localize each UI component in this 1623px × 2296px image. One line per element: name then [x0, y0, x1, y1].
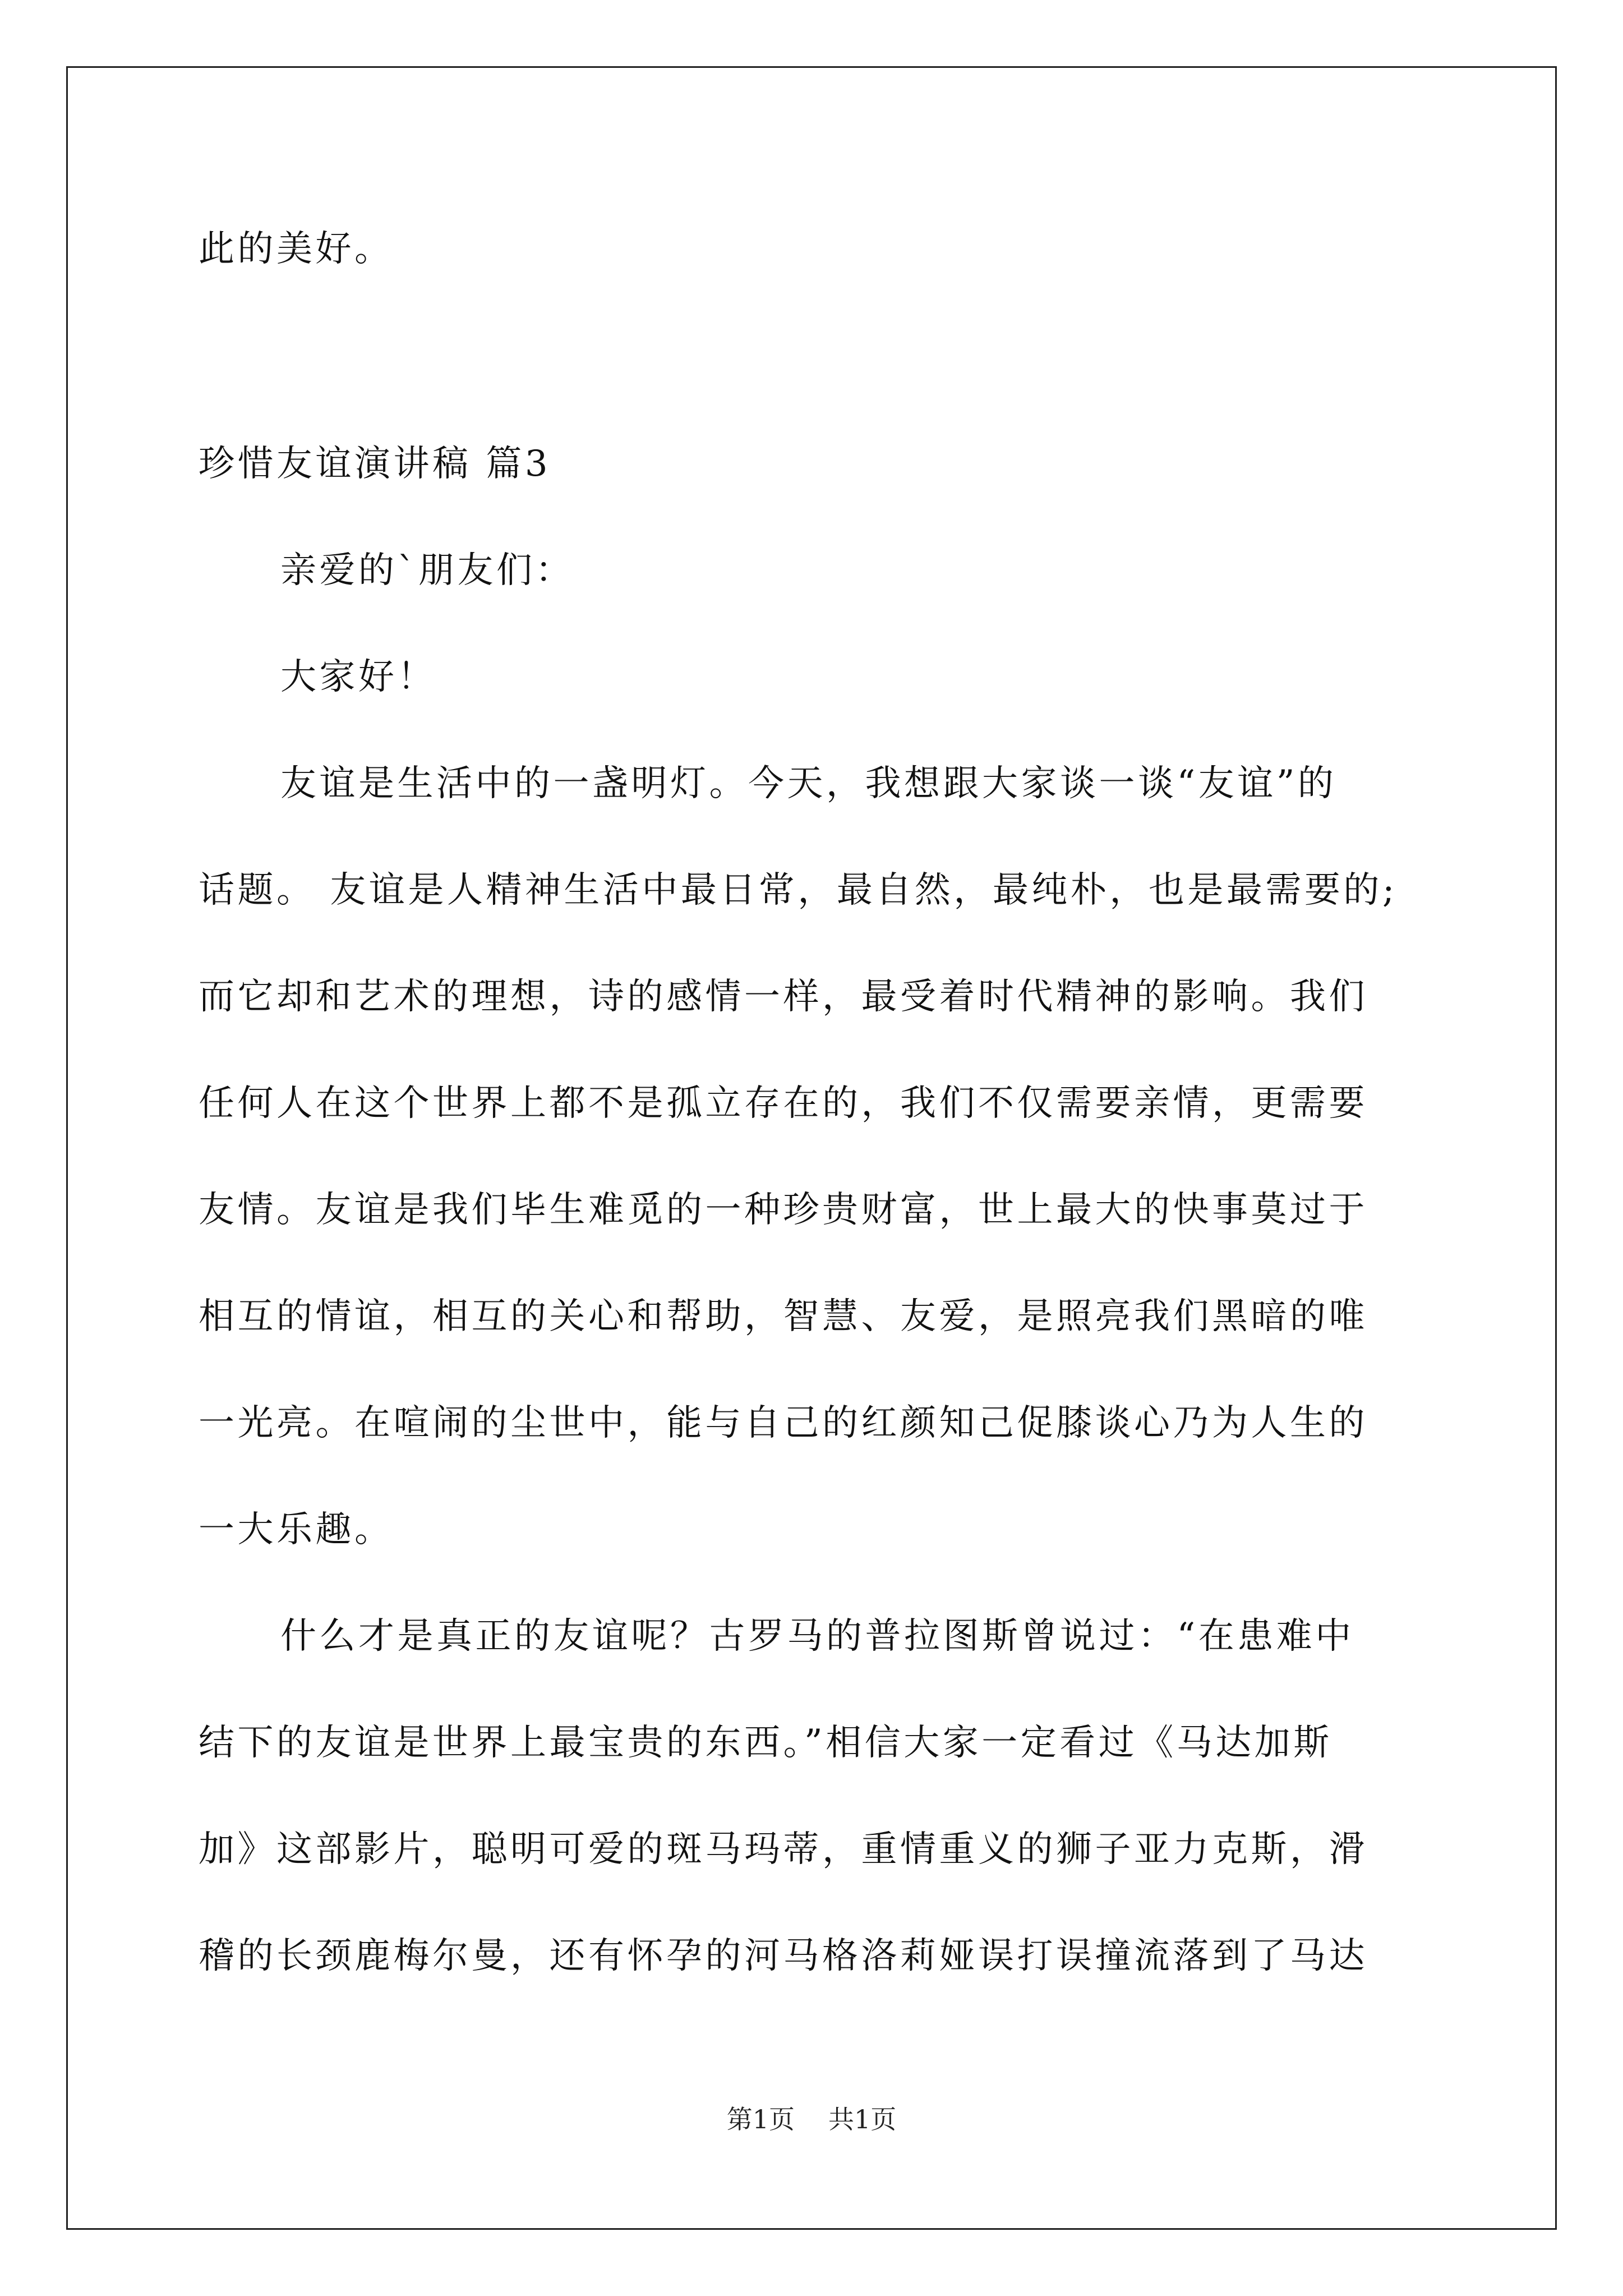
paragraph-line: 任何人在这个世界上都不是孤立存在的，我们不仅需要亲情，更需要: [199, 1083, 1368, 1124]
paragraph-line: 友情。友谊是我们毕生难觅的一种珍贵财富，世上最大的快事莫过于: [199, 1189, 1368, 1231]
paragraph-line: 一光亮。在喧闹的尘世中，能与自己的红颜知己促膝谈心乃为人生的: [199, 1402, 1368, 1444]
section-heading: 珍惜友谊演讲稿 篇3: [199, 443, 551, 485]
page-number: 第1页: [726, 2104, 795, 2134]
salutation: 亲爱的`朋友们：: [280, 550, 574, 591]
page-footer: [0, 2106, 1623, 2132]
paragraph-line: 什么才是真正的友谊呢？古罗马的普拉图斯曾说过：“在患难中: [280, 1616, 1354, 1657]
paragraph-line: 话题。 友谊是人精神生活中最日常，最自然，最纯朴，也是最需要的;: [199, 869, 1398, 911]
page-total: 共1页: [828, 2104, 897, 2134]
paragraph-line: 稽的长颈鹿梅尔曼，还有怀孕的河马格洛莉娅误打误撞流落到了马达: [199, 1935, 1368, 1977]
paragraph-line: 加》这部影片，聪明可爱的斑马玛蒂，重情重义的狮子亚力克斯，滑: [199, 1829, 1368, 1870]
paragraph-line: 友谊是生活中的一盏明灯。今天，我想跟大家谈一谈“友谊”的: [280, 763, 1337, 804]
page-border: [66, 66, 1557, 2230]
text-line: 此的美好。: [199, 228, 394, 270]
paragraph-line: 一大乐趣。: [199, 1509, 394, 1550]
paragraph-line: 而它却和艺术的理想，诗的感情一样，最受着时代精神的影响。我们: [199, 976, 1368, 1018]
greeting: 大家好！: [280, 656, 436, 698]
paragraph-line: 相互的情谊，相互的关心和帮助，智慧、友爱，是照亮我们黑暗的唯: [199, 1296, 1368, 1337]
paragraph-line: 结下的友谊是世界上最宝贵的东西。”相信大家一定看过《马达加斯: [199, 1722, 1332, 1764]
